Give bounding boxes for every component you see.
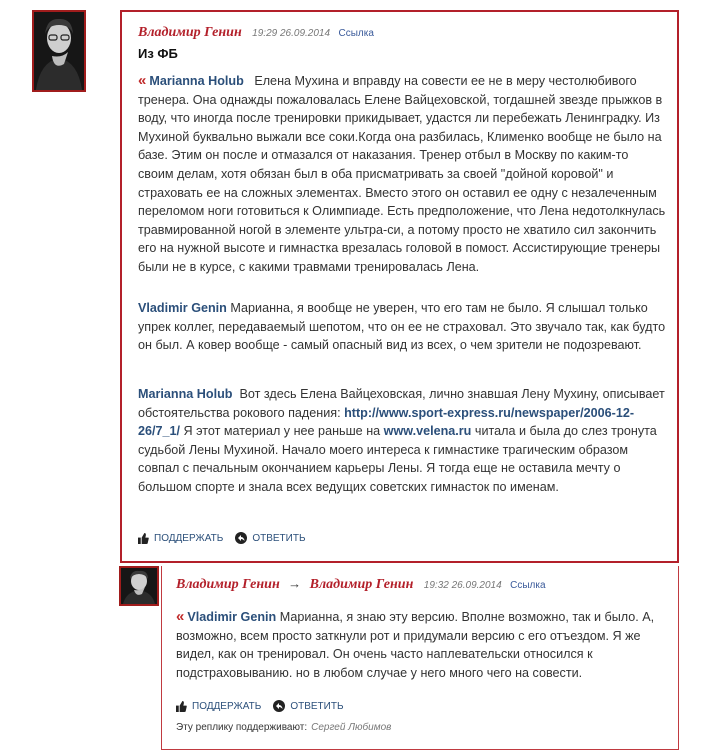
paragraph-text: Марианна, я знаю эту версию. Вполне возможно, так и было. А, возможно, всем просто заткнули рот и придумали версию с его отъездом. Я же видел, как он тренировал. Он очень часто наплевательски относился к подстраховыванию. но в любом случае у него много чего на совести. <box>176 610 655 680</box>
author-name[interactable]: Владимир Генин <box>138 25 242 40</box>
reply-button[interactable] <box>235 532 305 544</box>
paragraph-text: Вот здесь Елена Вайцеховская, лично знавшая Лену Мухину, описывает обстоятельства рокового падения: <box>138 387 665 420</box>
comment-date: 19:32 26.09.2014 <box>423 580 502 591</box>
comment-paragraph <box>138 385 666 497</box>
comment-paragraph <box>138 299 666 355</box>
reply-to-name[interactable]: Владимир Генин <box>309 577 414 592</box>
comment-card <box>120 10 679 563</box>
support-label[interactable]: ПОДДЕРЖАТЬ <box>154 532 224 544</box>
quoted-author[interactable]: Marianna Holub <box>138 387 233 401</box>
quote-icon: « <box>176 608 185 625</box>
comment-paragraph <box>176 608 666 682</box>
supporter-name[interactable]: Сергей Любимов <box>311 722 392 733</box>
comment-header <box>176 575 546 593</box>
paragraph-text: Я этот материал у нее раньше на <box>183 424 381 439</box>
support-button[interactable] <box>176 701 261 712</box>
quoted-author[interactable]: Marianna Holub <box>149 74 244 88</box>
permalink[interactable]: Ссылка <box>338 28 374 39</box>
support-label[interactable]: ПОДДЕРЖАТЬ <box>192 700 262 712</box>
supporters-line <box>176 722 391 733</box>
user-portrait-icon <box>34 12 84 90</box>
paragraph-text: Елена Мухина и вправду на совести ее не в меру честолюбивого тренера. Она однажды пожаловалась Елене Вайцеховской, тогдашней звезде прыжков в воду, что иногда после тренировки прикидывает, удастся ли перебежать Ленинградку. Из Мухиной буквально выжали все соки.Когда она разбилась, Клименко вообще не было на базе. Этим он после и отмазался от наказания. Тренер отбыл в Москву по каким-то своим делам, хотя обязан был в оба присматривать за своей "дойной коровой" и страховать ее на сложных элементах. Вместо этого он оставил ее одну с незалеченным переломом ноги готовиться к Олимпиаде. Есть предположение, что Лена недотолкнулась травмированной ногой в элементе ультра-си, а потому просто не хватило сил закончить его на нужной высоте и гимнастка врезалась головой в помост. Ассистирующие тренеры были не в курсе, с какими травмами тренировалась Лена. <box>138 74 666 274</box>
site-link[interactable]: www.velena.ru <box>383 424 472 439</box>
quoted-author[interactable]: Vladimir Genin <box>138 301 227 315</box>
comment-actions <box>138 532 318 544</box>
reply-card <box>161 566 679 750</box>
paragraph-text: Марианна, я вообще не уверен, что его там не было. Я слышал только упрек коллег, передаваемый шепотом, что он ее не страховал. Это звучало так, как будто он был. А ковер вообще - самый опасный вид из всех, о чем зрители не подозревают. <box>138 301 666 353</box>
thumbs-up-icon <box>138 533 149 544</box>
reply-label[interactable]: ОТВЕТИТЬ <box>252 532 306 544</box>
quoted-author[interactable]: Vladimir Genin <box>187 610 277 624</box>
author-name[interactable]: Владимир Генин <box>176 577 280 592</box>
reply-label[interactable]: ОТВЕТИТЬ <box>290 700 344 712</box>
thumbs-up-icon <box>176 701 187 712</box>
reply-button[interactable] <box>273 700 343 712</box>
comment-date: 19:29 26.09.2014 <box>252 28 331 39</box>
reply-icon <box>273 700 285 712</box>
comment-actions <box>176 700 356 712</box>
permalink[interactable]: Ссылка <box>510 580 546 591</box>
quote-icon: « <box>138 72 147 89</box>
paragraph-text: читала и была до слез тронута судьбой Лены Мухиной. Начало моего интереса к гимнастике трагическим образом совпал с печальным окончанием карьеры Лены. Я тогда еще не оставила мечту о большом спорте и знала всех ведущих советских гимнасток по именам. <box>138 424 657 494</box>
comment-title: Из ФБ <box>138 46 178 61</box>
article-link[interactable]: http://www.sport-express.ru/newspaper/2006-12-26/7_1/ <box>138 405 635 439</box>
user-portrait-icon <box>121 568 157 604</box>
avatar[interactable] <box>32 10 86 92</box>
comment-paragraph <box>138 72 666 277</box>
comment-header <box>138 23 374 41</box>
avatar[interactable] <box>119 566 159 606</box>
supporters-label: Эту реплику поддерживают: <box>176 722 308 733</box>
reply-arrow-icon: → <box>288 576 302 591</box>
support-button[interactable] <box>138 533 223 544</box>
reply-icon <box>235 532 247 544</box>
